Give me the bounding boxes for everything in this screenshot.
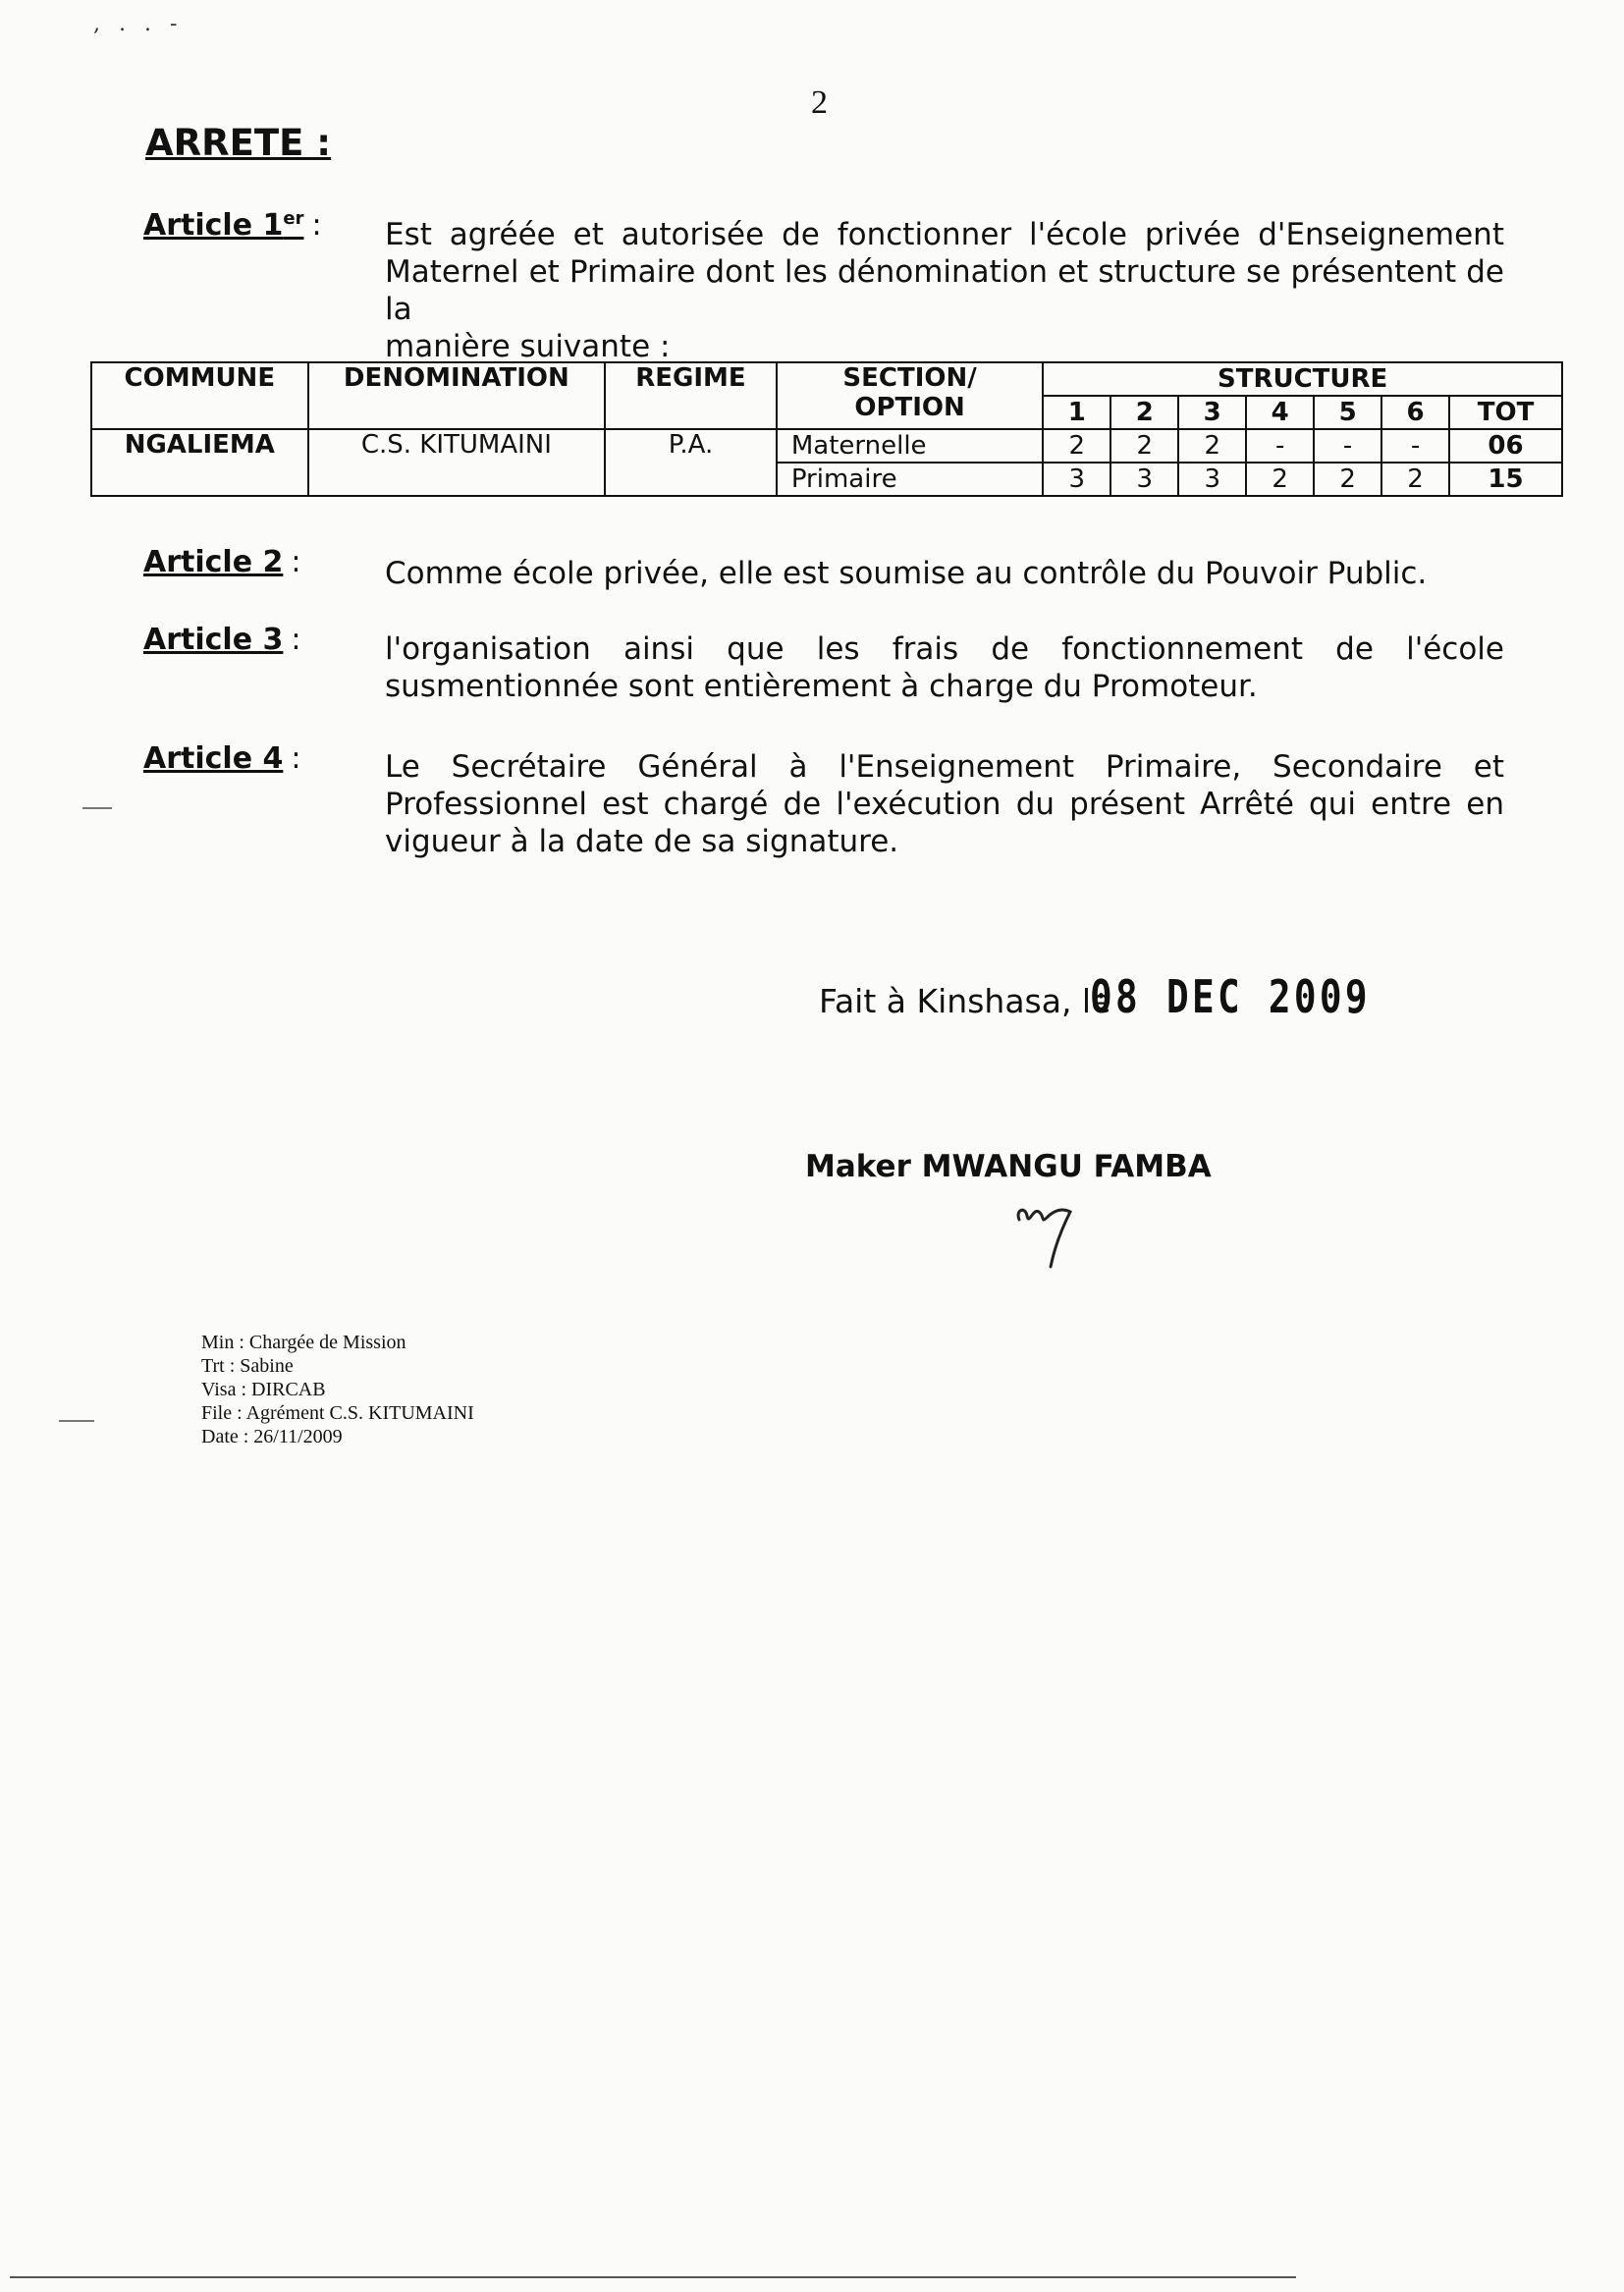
signer-name: Maker MWANGU FAMBA bbox=[805, 1149, 1212, 1184]
total-cell: 06 bbox=[1449, 429, 1562, 463]
footer-min: Min : Chargée de Mission bbox=[201, 1332, 406, 1353]
header-denomination: DENOMINATION bbox=[308, 362, 606, 429]
value-cell: 3 bbox=[1178, 463, 1246, 496]
article-1-text: Est agréée et autorisée de fonctionner l'école privée d'Enseignement Maternel et Primaire dont les dénomination et structure se présentent de la manière suivante : bbox=[385, 217, 1504, 364]
level-header-total: TOT bbox=[1449, 396, 1562, 429]
scan-mark: , . . - bbox=[93, 12, 184, 36]
footer-trt: Trt : Sabine bbox=[201, 1355, 294, 1377]
article-3-text: l'organisation ainsi que les frais de fonctionnement de l'école susmentionnée sont entièrement à charge du Promoteur. bbox=[385, 631, 1504, 704]
regime-cell: P.A. bbox=[605, 429, 777, 496]
margin-mark bbox=[82, 807, 112, 809]
section-cell: Maternelle bbox=[777, 429, 1044, 463]
value-cell: 2 bbox=[1314, 463, 1381, 496]
value-cell: 2 bbox=[1381, 463, 1449, 496]
value-cell: 2 bbox=[1246, 463, 1314, 496]
level-header: 2 bbox=[1110, 396, 1178, 429]
level-header: 1 bbox=[1043, 396, 1110, 429]
value-cell: 2 bbox=[1178, 429, 1246, 463]
level-header: 3 bbox=[1178, 396, 1246, 429]
article-2-text: Comme école privée, elle est soumise au contrôle du Pouvoir Public. bbox=[385, 556, 1428, 591]
article-3-label: Article 3 : bbox=[143, 623, 301, 657]
table-row bbox=[91, 429, 1562, 463]
footer-date: Date : 26/11/2009 bbox=[201, 1426, 343, 1447]
header-section-option: SECTION/ OPTION bbox=[777, 362, 1044, 429]
value-cell: 3 bbox=[1110, 463, 1178, 496]
value-cell: 2 bbox=[1043, 429, 1110, 463]
level-header: 5 bbox=[1314, 396, 1381, 429]
value-cell: 2 bbox=[1110, 429, 1178, 463]
footer-visa: Visa : DIRCAB bbox=[201, 1379, 326, 1400]
value-cell: - bbox=[1246, 429, 1314, 463]
level-header: 4 bbox=[1246, 396, 1314, 429]
date-stamp: 08 DEC 2009 bbox=[1090, 970, 1371, 1023]
bottom-rule bbox=[10, 2276, 1296, 2278]
article-1-label: Article 1er : bbox=[143, 208, 322, 243]
level-header: 6 bbox=[1381, 396, 1449, 429]
article-2-label: Article 2 : bbox=[143, 545, 301, 579]
total-cell: 15 bbox=[1449, 463, 1562, 496]
value-cell: - bbox=[1314, 429, 1381, 463]
structure-table bbox=[90, 361, 1563, 497]
value-cell: 3 bbox=[1043, 463, 1110, 496]
document-heading: ARRETE : bbox=[145, 122, 332, 164]
commune-cell: NGALIEMA bbox=[91, 429, 308, 496]
footer-file: File : Agrément C.S. KITUMAINI bbox=[201, 1402, 474, 1424]
signing-place: Fait à Kinshasa, le bbox=[819, 982, 1111, 1020]
margin-mark bbox=[59, 1420, 94, 1422]
article-4-text: Le Secrétaire Général à l'Enseignement Primaire, Secondaire et Professionnel est chargé de l'exécution du présent Arrêté qui entre en vigueur à la date de sa signature. bbox=[385, 749, 1504, 859]
value-cell: - bbox=[1381, 429, 1449, 463]
header-commune: COMMUNE bbox=[91, 362, 308, 429]
page-number: 2 bbox=[811, 84, 828, 121]
header-regime: REGIME bbox=[605, 362, 777, 429]
denomination-cell: C.S. KITUMAINI bbox=[308, 429, 606, 496]
header-structure: STRUCTURE bbox=[1043, 362, 1562, 396]
article-4-label: Article 4 : bbox=[143, 741, 301, 776]
section-cell: Primaire bbox=[777, 463, 1044, 496]
handwritten-signature bbox=[1011, 1198, 1090, 1277]
